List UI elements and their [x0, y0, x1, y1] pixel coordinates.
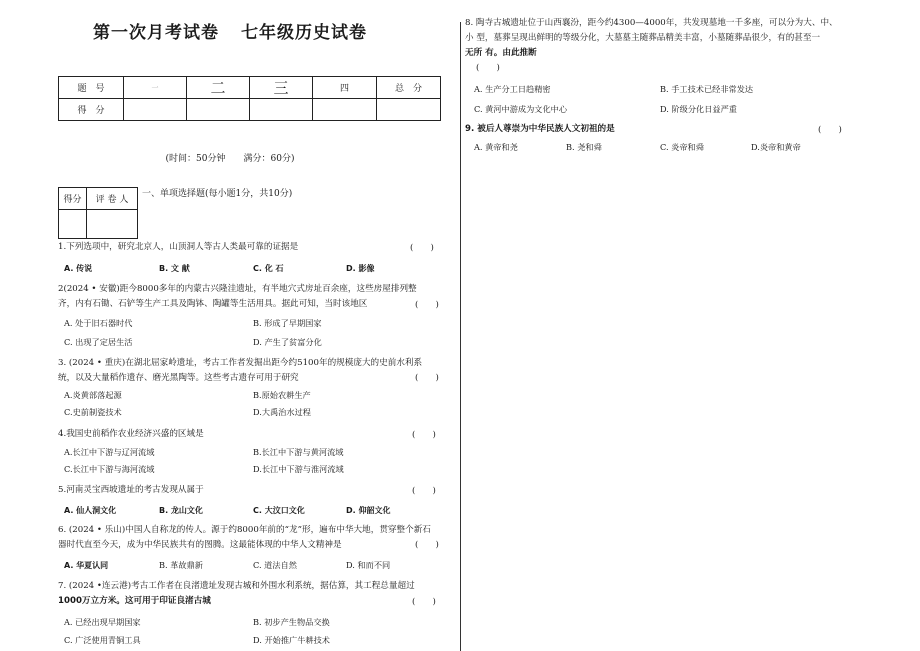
question-text: 9. 被后人尊崇为中华民族人文初祖的是	[465, 124, 615, 134]
option-b[interactable]: B.长江中下游与黄河流域	[253, 447, 344, 457]
question-text: 统，以及大量稻作遗存、磨光黑陶等。这些考古遗存可用于研究	[58, 373, 299, 383]
answer-paren[interactable]: ( )	[415, 300, 439, 310]
score-header-cell: 题 号	[59, 77, 124, 99]
option-a[interactable]: A.长江中下游与辽河流域	[64, 447, 155, 457]
question-text: 2(2024 • 安徽)距今8000多年的内蒙古兴隆洼遗址，有半地穴式房址百余座，这些房屋排列整	[58, 284, 417, 294]
section-heading: 一、单项选择题(每小题1分，共10分)	[142, 189, 293, 199]
exam-title-part1: 第一次月考试卷	[93, 23, 219, 43]
option-a[interactable]: A. 已经出现早期国家	[64, 617, 141, 627]
option-b[interactable]: B.原始农耕生产	[253, 390, 311, 400]
option-b[interactable]: B. 革故鼎新	[159, 560, 203, 570]
question-text: 器时代直至今天，成为中华民族共有的图腾。这最能体现的中华人文精神是	[58, 540, 342, 550]
question-1	[58, 240, 298, 255]
question-text: 7. (2024 •连云港)考古工作者在良渚遗址发现古城和外围水利系统，据估算，其工程总量超过	[58, 581, 415, 591]
option-a[interactable]: A. 处于旧石器时代	[64, 318, 133, 328]
column-divider	[460, 22, 461, 651]
option-c[interactable]: C.史前制瓷技术	[64, 407, 122, 417]
question-text: 齐，内有石锄、石铲等生产工具及陶钵、陶罐等生活用具。据此可知，当时该地区	[58, 299, 368, 309]
option-c[interactable]: C. 道法自然	[253, 560, 297, 570]
option-b[interactable]: B. 初步产生物品交换	[253, 617, 330, 627]
grader-score-label: 得分	[59, 188, 87, 210]
question-text: 1000万立方米。这可用于印证良渚古城	[58, 596, 211, 606]
option-d[interactable]: D. 开始推广牛耕技术	[253, 635, 330, 645]
time-info: (时间：50分钟 满分：60分)	[165, 154, 295, 164]
answer-paren[interactable]: ( )	[412, 430, 436, 440]
option-a[interactable]: A. 仙人洞文化	[64, 506, 117, 515]
grader-name-label: 评 卷 人	[87, 188, 138, 210]
question-text: 3. (2024 • 重庆)在湖北屈家岭遗址，考古工作者发掘出距今约5100年的规模庞大的史前水利系	[58, 358, 423, 368]
option-a[interactable]: A. 黄帝和尧	[474, 142, 518, 152]
option-c[interactable]: C. 黄河中游成为文化中心	[474, 104, 568, 114]
option-c[interactable]: C. 化 石	[253, 264, 284, 273]
option-a[interactable]: A. 华夏认同	[64, 561, 109, 570]
question-text: 6. (2024 • 乐山)中国人自称龙的传人。源于约8000年前的“龙”形，遍布中华大地，贯穿整个新石	[58, 525, 431, 535]
score-table-header-row	[59, 77, 441, 99]
answer-paren[interactable]: ( )	[476, 63, 500, 73]
score-input-cell[interactable]	[313, 99, 377, 121]
option-c[interactable]: C.长江中下游与海河流域	[64, 464, 155, 474]
option-d[interactable]: D. 和而不同	[346, 560, 391, 570]
answer-paren[interactable]: ( )	[415, 373, 439, 383]
answer-paren[interactable]: ( )	[818, 125, 842, 135]
score-input-cell[interactable]	[187, 99, 250, 121]
option-b[interactable]: B. 文 献	[159, 264, 190, 273]
score-header-cell: 二	[187, 77, 250, 99]
option-a[interactable]: A.炎黄部落起源	[64, 390, 122, 400]
score-header-cell: 总 分	[377, 77, 441, 99]
option-d[interactable]: D.大禹治水过程	[253, 407, 311, 417]
question-text: 8. 陶寺古城遗址位于山西襄汾，距今约4300—4000年，共发现墓地一千多座，可以分为大、中、	[465, 18, 838, 28]
score-input-cell[interactable]	[250, 99, 313, 121]
question-text: 5.河南灵宝西坡遗址的考古发现从属于	[58, 485, 204, 495]
answer-paren[interactable]: ( )	[415, 540, 439, 550]
score-table-score-row	[59, 99, 441, 121]
grader-table	[58, 187, 138, 239]
option-d[interactable]: D. 影像	[346, 264, 375, 273]
score-row-label: 得 分	[59, 99, 124, 121]
question-text: 小 型，墓葬呈现出鲜明的等级分化，大墓墓主随葬品精美丰富，小墓随葬品很少，有的甚至一	[465, 33, 821, 43]
question-3	[58, 356, 422, 386]
grader-name-cell[interactable]	[87, 210, 138, 239]
score-header-cell: 四	[313, 77, 377, 99]
exam-title-part2: 七年级历史试卷	[241, 23, 367, 43]
score-header-cell: 一	[124, 77, 187, 99]
option-d[interactable]: D.炎帝和黄帝	[751, 142, 801, 152]
question-7	[58, 579, 415, 609]
option-d[interactable]: D. 阶级分化日益严重	[660, 104, 737, 114]
exam-title	[0, 18, 460, 43]
question-9	[465, 122, 615, 137]
option-b[interactable]: B. 形成了早期国家	[253, 318, 322, 328]
score-header-cell: 三	[250, 77, 313, 99]
option-c[interactable]: C. 广泛使用青铜工具	[64, 635, 141, 645]
option-a[interactable]: A. 生产分工日趋精密	[474, 84, 551, 94]
question-6	[58, 523, 431, 553]
option-d[interactable]: D. 产生了贫富分化	[253, 337, 322, 347]
option-b[interactable]: B. 龙山文化	[159, 506, 203, 515]
question-2	[58, 282, 417, 312]
question-8	[465, 16, 838, 61]
answer-paren[interactable]: ( )	[410, 243, 434, 253]
option-c[interactable]: C. 大汶口文化	[253, 506, 305, 515]
question-text: 无所 有。由此推断	[465, 48, 537, 58]
option-a[interactable]: A. 传说	[64, 264, 93, 273]
question-4	[58, 427, 204, 442]
option-d[interactable]: D.长江中下游与淮河流域	[253, 464, 344, 474]
answer-paren[interactable]: ( )	[412, 597, 436, 607]
score-input-cell[interactable]	[124, 99, 187, 121]
grader-score-cell[interactable]	[59, 210, 87, 239]
question-5	[58, 483, 204, 498]
score-input-cell[interactable]	[377, 99, 441, 121]
option-c[interactable]: C. 出现了定居生活	[64, 337, 133, 347]
answer-paren[interactable]: ( )	[412, 486, 436, 496]
option-b[interactable]: B. 手工技术已经非常发达	[660, 84, 754, 94]
option-b[interactable]: B. 尧和舜	[566, 142, 602, 152]
question-text: 4.我国史前稻作农业经济兴盛的区域是	[58, 429, 204, 439]
question-text: 1.下列选项中，研究北京人，山顶洞人等古人类最可靠的证据是	[58, 242, 299, 252]
option-c[interactable]: C. 炎帝和舜	[660, 142, 704, 152]
score-table	[58, 76, 441, 121]
option-d[interactable]: D. 仰韶文化	[346, 506, 391, 515]
